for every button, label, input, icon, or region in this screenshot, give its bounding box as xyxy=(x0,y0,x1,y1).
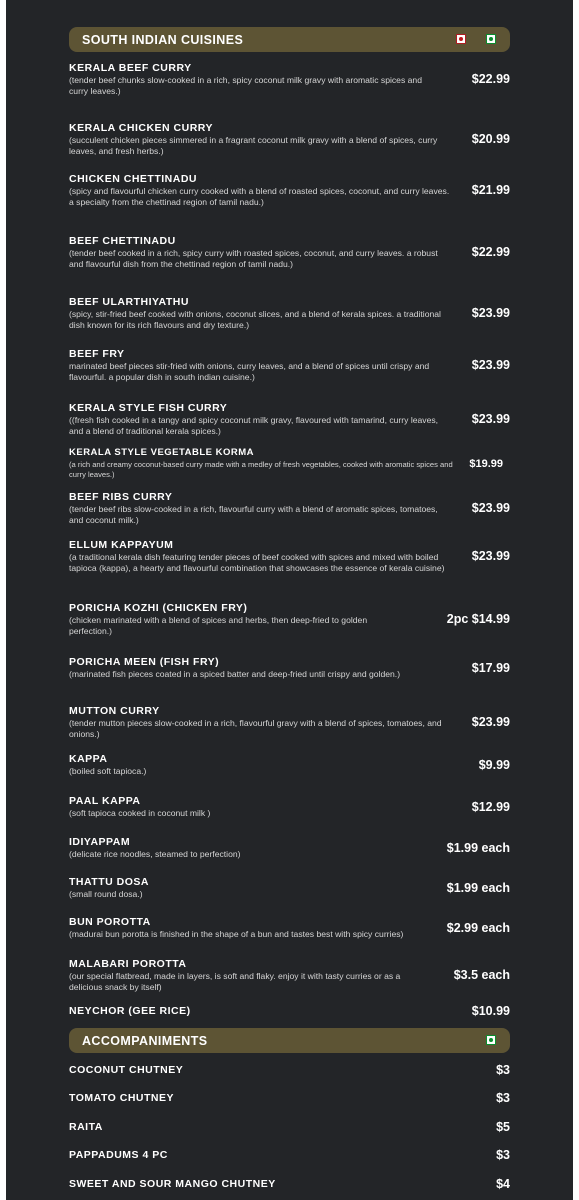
menu-item xyxy=(69,1091,510,1105)
item-name: KERALA STYLE VEGETABLE KORMA xyxy=(69,447,255,458)
item-name: KAPPA xyxy=(69,753,108,765)
item-price: $3.5 each xyxy=(453,968,510,983)
menu-item xyxy=(69,795,510,819)
item-description: (tender beef cooked in a rich, spicy curry with roasted spices, coconut, and curry leaves. a robust and flavourful dish from the chettinad region of tamil nadu.) xyxy=(69,248,438,269)
item-description: (spicy, stir-fried beef cooked with onions, coconut slices, and a blend of kerala spices. a traditional dish known for its rich flavours and dry texture.) xyxy=(69,309,441,330)
menu-item xyxy=(69,1177,510,1191)
section-header-south-indian xyxy=(69,27,510,52)
item-description: (our special flatbread, made in layers, is soft and flaky. enjoy it with tasty curries or as a delicious snack by itself) xyxy=(69,971,401,992)
item-description: (boiled soft tapioca.) xyxy=(69,766,147,776)
item-name: NEYCHOR (GEE RICE) xyxy=(69,1005,191,1017)
item-price: $1.99 each xyxy=(446,840,510,855)
item-name: SWEET AND SOUR MANGO CHUTNEY xyxy=(69,1178,276,1190)
veg-symbol-icon xyxy=(486,34,496,44)
menu-item xyxy=(69,876,510,900)
item-description: (a traditional kerala dish featuring tender pieces of beef cooked with spices and mixed with boiled tapioca (kappa), a hearty and flavourful combination that showcases the essence of kerala cuisine) xyxy=(69,552,445,573)
menu-item xyxy=(69,836,510,860)
item-name: KERALA CHICKEN CURRY xyxy=(69,122,213,134)
menu-item xyxy=(69,447,510,481)
menu-item xyxy=(69,705,510,739)
section-title: ACCOMPANIMENTS xyxy=(82,1033,208,1048)
item-price: $4 xyxy=(496,1177,510,1191)
menu-item xyxy=(69,491,510,525)
item-price: $23.99 xyxy=(471,501,510,516)
menu-item xyxy=(69,1120,510,1134)
section-title: SOUTH INDIAN CUISINES xyxy=(82,32,244,47)
menu-item xyxy=(69,1004,510,1018)
item-price: $23.99 xyxy=(471,549,510,564)
item-name: BEEF ULARTHIYATHU xyxy=(69,296,189,308)
item-price: $22.99 xyxy=(471,245,510,260)
menu-item xyxy=(69,602,510,636)
item-price: $9.99 xyxy=(478,757,510,772)
item-description: (spicy and flavourful chicken curry cooked with a blend of roasted spices, coconut, and curry leaves. a specialty from the chettinad region of tamil nadu.) xyxy=(69,186,450,207)
item-price: $2.99 each xyxy=(446,920,510,935)
section-header-accompaniments xyxy=(69,1028,510,1053)
item-name: KERALA STYLE FISH CURRY xyxy=(69,402,228,414)
menu-item xyxy=(69,753,510,777)
item-price: $5 xyxy=(496,1120,510,1134)
item-price: $1.99 each xyxy=(446,880,510,895)
item-name: BEEF CHETTINADU xyxy=(69,235,176,247)
item-description: (tender mutton pieces slow-cooked in a rich, flavourful gravy with a blend of spices, tomatoes, and onions.) xyxy=(69,718,442,739)
item-name: MALABARI POROTTA xyxy=(69,958,187,970)
item-name: CHICKEN CHETTINADU xyxy=(69,173,197,185)
item-price: $3 xyxy=(496,1091,510,1105)
item-description: ((fresh fish cooked in a tangy and spicy coconut milk gravy, flavoured with tamarind, curry leaves, and a blend of traditional kerala spices.) xyxy=(69,415,439,436)
item-description: (delicate rice noodles, steamed to perfection) xyxy=(69,849,241,859)
item-description: (tender beef chunks slow-cooked in a rich, spicy coconut milk gravy with aromatic spices and curry leaves.) xyxy=(69,75,422,96)
item-price: $23.99 xyxy=(471,715,510,730)
item-name: TOMATO CHUTNEY xyxy=(69,1092,175,1104)
menu-item xyxy=(69,1148,510,1162)
item-price: $23.99 xyxy=(471,358,510,373)
item-name: PAPPADUMS 4 PC xyxy=(69,1149,168,1161)
item-name: BEEF RIBS CURRY xyxy=(69,491,173,503)
item-name: MUTTON CURRY xyxy=(69,705,160,717)
item-price: $3 xyxy=(496,1063,510,1077)
item-name: ELLUM KAPPAYUM xyxy=(69,539,174,551)
veg-symbol-icon xyxy=(486,1035,496,1045)
item-price: $12.99 xyxy=(471,799,510,814)
menu-item xyxy=(69,173,510,207)
menu-item xyxy=(69,62,510,96)
menu-item xyxy=(69,296,510,330)
item-name: PORICHA MEEN (FISH FRY) xyxy=(69,656,220,668)
item-price: $19.99 xyxy=(469,457,503,470)
item-description: (madurai bun porotta is finished in the shape of a bun and tastes best with spicy curries) xyxy=(69,929,404,939)
item-name: IDIYAPPAM xyxy=(69,836,131,848)
menu-item xyxy=(69,122,510,156)
item-description: (a rich and creamy coconut-based curry made with a medley of fresh vegetables, cooked with aromatic spices and curry leaves.) xyxy=(69,460,453,480)
menu-item xyxy=(69,235,510,269)
menu-item xyxy=(69,402,510,436)
item-price: $23.99 xyxy=(471,412,510,427)
item-price: $22.99 xyxy=(471,72,510,87)
nonveg-symbol-icon xyxy=(456,34,466,44)
item-price: $21.99 xyxy=(471,183,510,198)
item-description: (marinated fish pieces coated in a spiced batter and deep-fried until crispy and golden.) xyxy=(69,669,401,679)
item-description: (tender beef ribs slow-cooked in a rich, flavourful curry with a blend of aromatic spices, tomatoes, and coconut milk.) xyxy=(69,504,438,525)
item-description: (succulent chicken pieces simmered in a fragrant coconut milk gravy with a blend of spices, curry leaves, and fresh herbs.) xyxy=(69,135,438,156)
item-name: THATTU DOSA xyxy=(69,876,149,888)
item-name: RAITA xyxy=(69,1121,103,1133)
menu-item xyxy=(69,656,510,680)
item-price: $20.99 xyxy=(471,132,510,147)
item-description: (chicken marinated with a blend of spices and herbs, then deep-fried to golden perfection.) xyxy=(69,615,368,636)
item-price: $3 xyxy=(496,1148,510,1162)
item-price: $17.99 xyxy=(471,660,510,675)
item-name: PAAL KAPPA xyxy=(69,795,141,807)
menu-item xyxy=(69,348,510,382)
item-name: BUN POROTTA xyxy=(69,916,151,928)
menu-item xyxy=(69,916,510,940)
item-name: PORICHA KOZHI (CHICKEN FRY) xyxy=(69,602,248,614)
item-name: BEEF FRY xyxy=(69,348,125,360)
item-price: $23.99 xyxy=(471,306,510,321)
item-description: (small round dosa.) xyxy=(69,889,143,899)
item-name: KERALA BEEF CURRY xyxy=(69,62,192,74)
item-description: (soft tapioca cooked in coconut milk ) xyxy=(69,808,211,818)
menu-item xyxy=(69,958,510,992)
item-description: marinated beef pieces stir-fried with onions, curry leaves, and a blend of spices until crispy and flavourful. a popular dish in south indian cuisine.) xyxy=(69,361,430,382)
item-name: COCONUT CHUTNEY xyxy=(69,1064,184,1076)
item-price: $10.99 xyxy=(471,1004,510,1018)
item-price: 2pc $14.99 xyxy=(446,612,510,627)
menu-item xyxy=(69,539,510,573)
menu-item xyxy=(69,1063,510,1077)
